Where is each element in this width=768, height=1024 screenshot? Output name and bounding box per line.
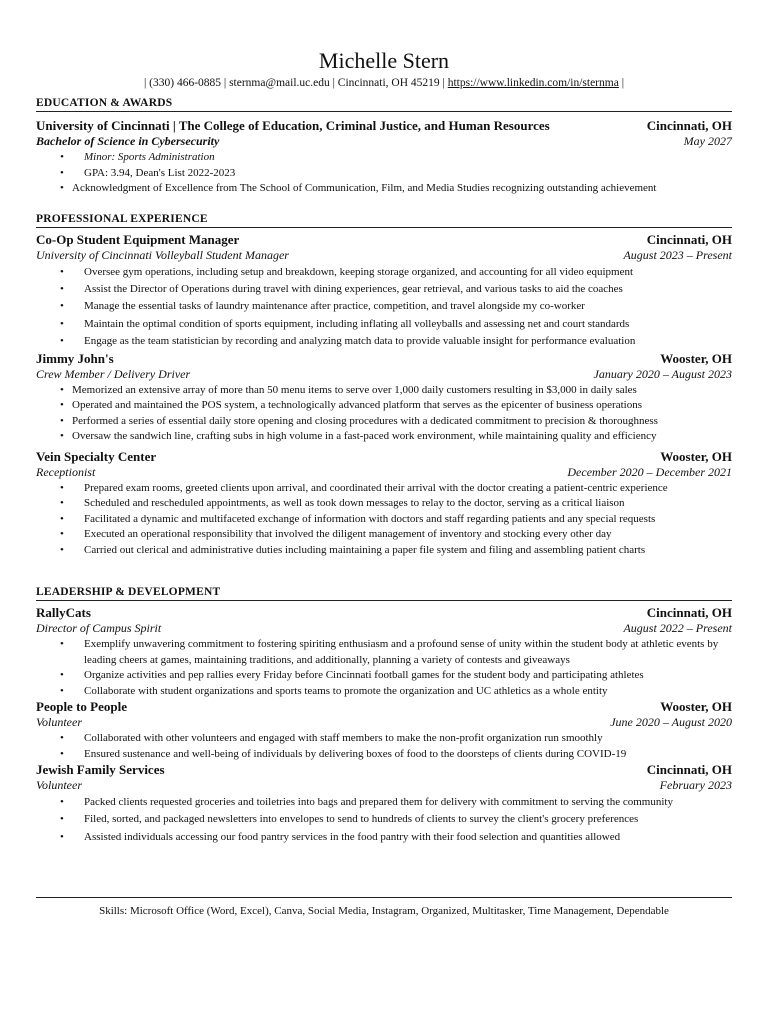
org-role: Volunteer xyxy=(36,778,82,793)
org-date: February 2023 xyxy=(659,778,732,793)
list-item: • Engage as the team statistician by recording and analyzing match data to provide valuable insight for performance evaluation xyxy=(36,333,732,350)
job-title: Co-Op Student Equipment Manager xyxy=(36,231,240,247)
list-item: • Organize activities and pep rallies every Friday before Cincinnati football games for the student body and participating athletes xyxy=(36,668,732,684)
section-title-experience: PROFESSIONAL EXPERIENCE xyxy=(36,212,732,228)
list-item: • Maintain the optimal condition of sports equipment, including inflating all volleyballs and assessing net and court standards xyxy=(36,316,732,333)
list-item: • Prepared exam rooms, greeted clients upon arrival, and coordinated their arrival with the doctor creating a patient-centric experience xyxy=(36,481,732,497)
org-location: Cincinnati, OH xyxy=(646,762,732,778)
list-item: • Collaborated with other volunteers and engaged with staff members to make the non-profit organization run smoothly xyxy=(36,731,732,747)
education-bullets xyxy=(36,150,732,197)
org-name: People to People xyxy=(36,699,127,715)
leadership-section xyxy=(36,585,732,846)
org-role: Volunteer xyxy=(36,715,82,730)
school-name: University of Cincinnati | The College of Education, Criminal Justice, and Human Resources xyxy=(36,118,550,133)
leadership-entry xyxy=(36,762,732,846)
list-item: • Executed an operational responsibility that involved the diligent management of inventory and stocking every other day xyxy=(36,527,732,543)
job-date: January 2020 – August 2023 xyxy=(593,366,732,381)
org-date: August 2022 – Present xyxy=(623,621,732,636)
job-role: Receptionist xyxy=(36,464,96,479)
candidate-name: Michelle Stern xyxy=(318,48,450,73)
education-section xyxy=(36,96,732,197)
leadership-entry xyxy=(36,699,732,762)
list-item: • Filed, sorted, and packaged newsletters into envelopes to send to hundreds of clients to survey the client's grocery preferences xyxy=(36,811,732,828)
list-item: • Memorized an extensive array of more than 50 menu items to serve over 1,000 daily customers resulting in $3,000 in daily sales xyxy=(36,383,732,399)
section-title-education: EDUCATION & AWARDS xyxy=(36,96,732,112)
leadership-entry xyxy=(36,605,732,699)
degree: Bachelor of Science in Cybersecurity xyxy=(36,134,220,148)
list-item: • Performed a series of essential daily store opening and closing procedures with a dedicated commitment to precision & thoroughness xyxy=(36,414,732,430)
list-item: • GPA: 3.94, Dean's List 2022-2023 xyxy=(36,166,732,182)
list-item: • Ensured sustenance and well-being of individuals by delivering boxes of food to the doorsteps of clients during COVID-19 xyxy=(36,747,732,763)
list-item: • Scheduled and rescheduled appointments, as well as took down messages to relay to the doctor, serving as a critical liaison xyxy=(36,496,732,512)
skills-line: Skills: Microsoft Office (Word, Excel), Canva, Social Media, Instagram, Organized, Multitasker, Time Management, Dependable xyxy=(36,897,732,919)
job-entry xyxy=(36,351,732,445)
job-date: August 2023 – Present xyxy=(623,247,732,262)
org-role: Director of Campus Spirit xyxy=(36,621,162,636)
job-role: University of Cincinnati Volleyball Student Manager xyxy=(36,247,289,262)
experience-section xyxy=(36,212,732,559)
list-item: • Oversaw the sandwich line, crafting subs in high volume in a fast-paced work environment, while maintaining quality and efficiency xyxy=(36,429,732,445)
job-location: Cincinnati, OH xyxy=(646,231,732,247)
org-date: June 2020 – August 2020 xyxy=(610,715,732,730)
list-item: • Manage the essential tasks of laundry maintenance after practice, competition, and travel alongside my co-worker xyxy=(36,298,732,315)
job-location: Wooster, OH xyxy=(660,350,732,366)
list-item: • Assist the Director of Operations during travel with dining experiences, gear retrieval, and various tasks to aid the coaches xyxy=(36,281,732,298)
job-role: Crew Member / Delivery Driver xyxy=(36,366,191,381)
list-item: • Carried out clerical and administrative duties including maintaining a paper file system and filing and assembling patient charts xyxy=(36,543,732,559)
org-name: Jewish Family Services xyxy=(36,762,165,778)
list-item: • Facilitated a dynamic and multifaceted exchange of information with doctors and staff regarding patients and any special requests xyxy=(36,512,732,528)
contact-line xyxy=(36,76,732,91)
job-location: Wooster, OH xyxy=(660,448,732,464)
list-item: • Operated and maintained the POS system, a technologically advanced platform that serves as the epicenter of business operations xyxy=(36,398,732,414)
org-location: Cincinnati, OH xyxy=(646,605,732,621)
job-date: December 2020 – December 2021 xyxy=(567,464,732,479)
list-item: • Minor: Sports Administration xyxy=(36,150,732,166)
school-location: Cincinnati, OH xyxy=(646,118,732,133)
contact-info: | (330) 466-0885 | sternma@mail.uc.edu | Cincinnati, OH 45219 | xyxy=(143,77,448,89)
list-item: • Exemplify unwavering commitment to fostering spiriting enthusiasm and a profound sense of unity within the student body at athletic events by leading cheers at games, maintaining traditions, and additionally, planning a variety of contests and giveaways xyxy=(36,637,732,668)
linkedin-link[interactable]: https://www.linkedin.com/in/sternma xyxy=(447,77,619,89)
org-location: Wooster, OH xyxy=(660,699,732,715)
list-item: • Assisted individuals accessing our food pantry services in the food pantry with their food selection and quantities allowed xyxy=(36,829,732,846)
list-item: • Oversee gym operations, including setup and breakdown, keeping storage organized, and accounting for all video equipment xyxy=(36,264,732,281)
job-title: Jimmy John's xyxy=(36,350,114,366)
section-title-leadership: LEADERSHIP & DEVELOPMENT xyxy=(36,585,732,601)
job-title: Vein Specialty Center xyxy=(36,448,157,464)
list-item: • Collaborate with student organizations and sports teams to promote the organization and UC athletics as a whole entity xyxy=(36,684,732,700)
job-entry xyxy=(36,232,732,351)
list-item: • Packed clients requested groceries and toiletries into bags and prepared them for delivery with commitment to serving the community xyxy=(36,794,732,811)
contact-suffix: | xyxy=(618,77,625,89)
list-item: • Acknowledgment of Excellence from The School of Communication, Film, and Media Studies recognizing outstanding achievement xyxy=(36,181,732,197)
graduation-date: May 2027 xyxy=(683,134,732,148)
resume-page xyxy=(36,0,732,846)
job-entry xyxy=(36,449,732,559)
org-name: RallyCats xyxy=(36,605,91,621)
